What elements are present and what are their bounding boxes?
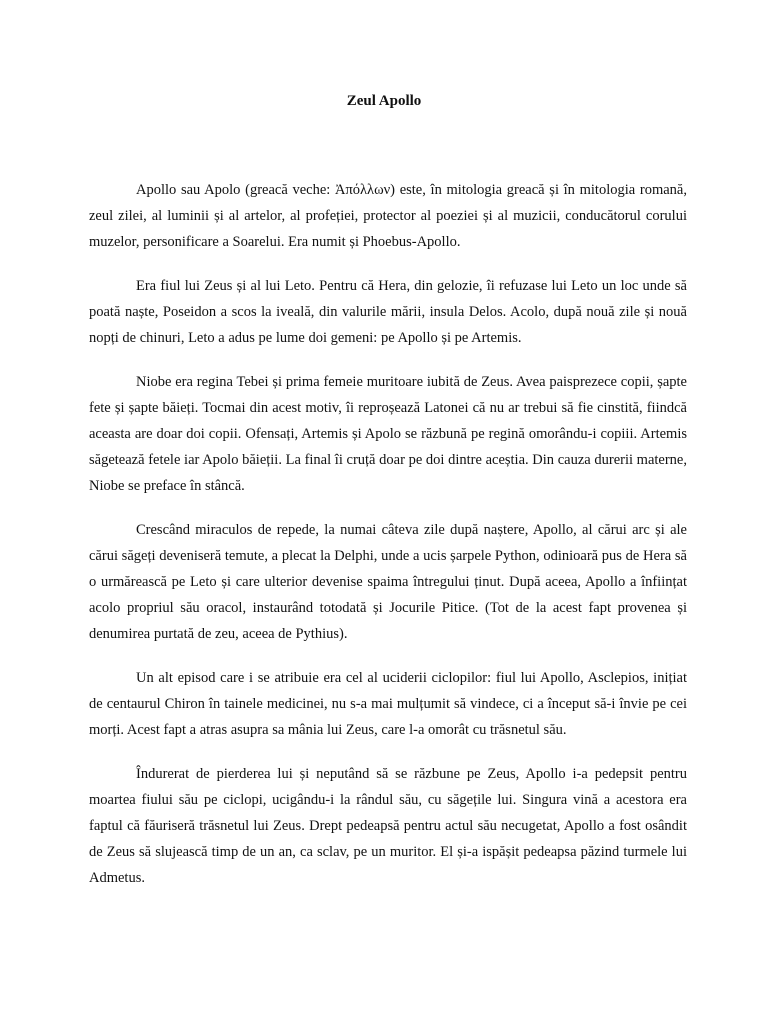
paragraph-5: Un alt episod care i se atribuie era cel al uciderii ciclopilor: fiul lui Apollo, Asclepios, inițiat de centaurul Chiron în tainele medicinei, nu s-a mai mulțumit să vindece, ci a început să-i învie pe cei morți. Acest fapt a atras asupra sa mânia lui Zeus, care l-a omorât cu trăsnetul său. bbox=[89, 670, 687, 738]
document-body bbox=[89, 177, 687, 909]
paragraph-1: Apollo sau Apolo (greacă veche: Ἀπόλλων) este, în mitologia greacă și în mitologia romană, zeul zilei, al luminii și al artelor, al profeției, protector al poeziei și al muzicii, conducătorul corului muzelor, personificare a Soarelui. Era numit și Phoebus-Apollo. bbox=[89, 182, 687, 250]
paragraph-2: Era fiul lui Zeus și al lui Leto. Pentru că Hera, din gelozie, îi refuzase lui Leto un loc unde să poată naște, Poseidon a scos la iveală, din valurile mării, insula Delos. Acolo, după nouă zile și nouă nopți de chinuri, Leto a adus pe lume doi gemeni: pe Apollo și pe Artemis. bbox=[89, 278, 687, 346]
paragraph-4: Crescând miraculos de repede, la numai câteva zile după naștere, Apollo, al cărui arc și ale cărui săgeți deveniseră temute, a plecat la Delphi, unde a ucis șarpele Python, odinioară pus de Hera să o urmărească pe Leto și care ulterior devenise spaima întregului ținut. După aceea, Apollo a înființat acolo propriul său oracol, instaurând totodată și Jocurile Pitice. (Tot de la acest fapt provenea și denumirea purtată de zeu, aceea de Pythius). bbox=[89, 522, 687, 642]
document-title: Zeul Apollo bbox=[346, 93, 422, 109]
paragraph-6: Îndurerat de pierderea lui și neputând să se răzbune pe Zeus, Apollo i-a pedepsit pentru moartea fiului său pe ciclopi, ucigându-i la rândul său, cu săgețile lui. Singura vină a acestora era faptul că făuriseră trăsnetul lui Zeus. Drept pedeapsă pentru actul său necugetat, Apollo a fost osândit de Zeus să slujească timp de un an, ca sclav, pe un muritor. El și-a ispășit pedeapsa păzind turmele lui Admetus. bbox=[89, 766, 687, 886]
paragraph-3: Niobe era regina Tebei și prima femeie muritoare iubită de Zeus. Avea paisprezece copii, șapte fete și șapte băieți. Tocmai din acest motiv, îi reproșează Latonei că nu ar trebui să fie cinstită, fiindcă aceasta are doar doi copii. Ofensați, Artemis și Apolo se răzbună pe regină omorându-i copiii. Artemis săgetează fetele iar Apolo băieții. La final îi cruță doar pe doi dintre aceștia. Din cauza durerii materne, Niobe se preface în stâncă. bbox=[89, 374, 687, 494]
